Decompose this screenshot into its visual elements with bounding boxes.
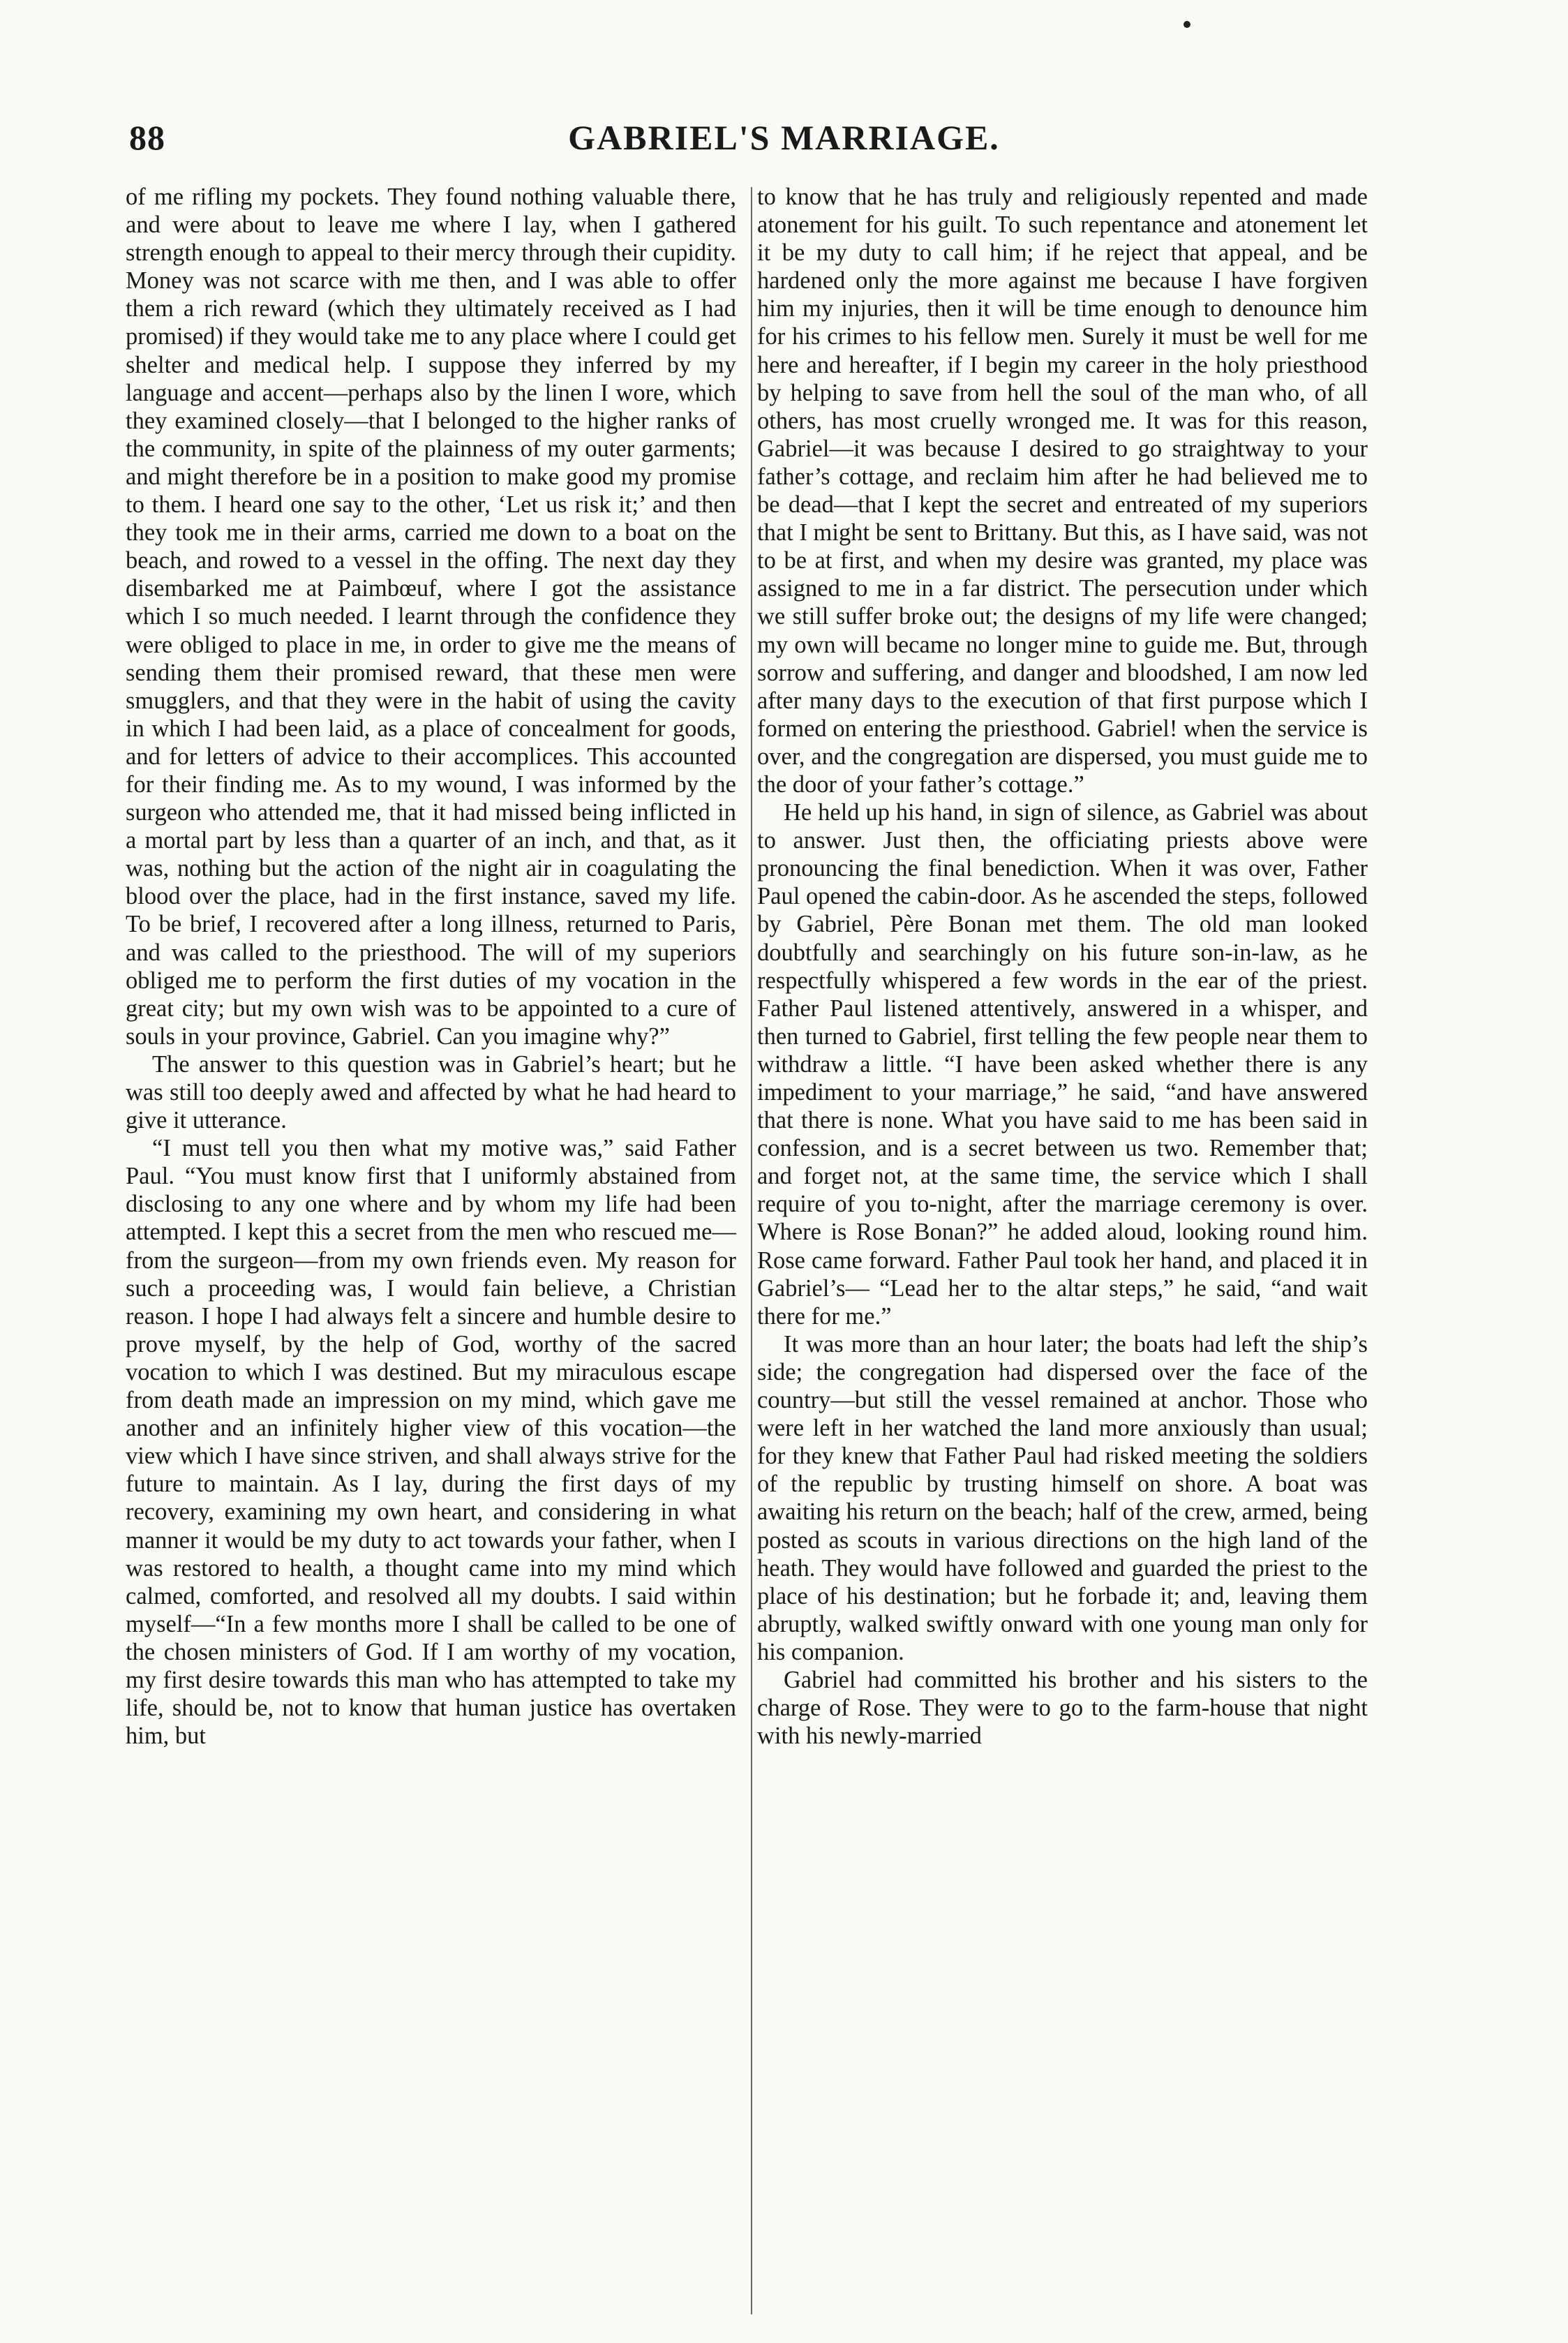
- ink-speck: [1184, 21, 1190, 28]
- paragraph: It was more than an hour later; the boats had left the ship’s side; the congregation had dispersed over the face of the country—but still the vessel remained at anchor. Those who were left in her watched the land more anxiously than usual; for they knew that Father Paul had risked meeting the soldiers of the republic by trusting himself on shore. A boat was awaiting his return on the beach; half of the crew, armed, being posted as scouts in various directions on the high land of the heath. They would have followed and guarded the priest to the place of his destination; but he forbade it; and, leaving them abruptly, walked swiftly onward with one young man only for his companion.: [757, 1330, 1368, 1665]
- paragraph: of me rifling my pockets. They found nothing valuable there, and were about to leave me where I lay, when I gathered strength enough to appeal to their mercy through their cupidity. Money was not scarce with me then, and I was able to offer them a rich reward (which they ultimately received as I had promised) if they would take me to any place where I could get shelter and medical help. I suppose they inferred by my language and accent—perhaps also by the linen I wore, which they examined closely—that I belonged to the higher ranks of the community, in spite of the plainness of my outer garments; and might therefore be in a position to make good my promise to them. I heard one say to the other, ‘Let us risk it;’ and then they took me in their arms, carried me down to a boat on the beach, and rowed to a vessel in the offing. The next day they disembarked me at Paimbœuf, where I got the assistance which I so much needed. I learnt through the confidence they were obliged to place in me, in order to give me the means of sending them their promised reward, that these men were smugglers, and that they were in the habit of using the cavity in which I had been laid, as a place of concealment for goods, and for letters of advice to their accomplices. This accounted for their finding me. As to my wound, I was informed by the surgeon who attended me, that it had missed being inflicted in a mortal part by less than a quarter of an inch, and that, as it was, nothing but the action of the night air in coagulating the blood over the place, had in the first instance, saved my life. To be brief, I recovered after a long illness, returned to Paris, and was called to the priesthood. The will of my superiors obliged me to perform the first duties of my vocation in the great city; but my own wish was to be appointed to a cure of souls in your province, Gabriel. Can you imagine why?”: [126, 184, 736, 1050]
- paragraph: to know that he has truly and religiously repented and made atonement for his guilt. To such repentance and atonement let it be my duty to call him; if he reject that appeal, and be hardened only the more against me because I have forgiven him my injuries, then it will be time enough to denounce him for his crimes to his fellow men. Surely it must be well for me here and hereafter, if I begin my career in the holy priesthood by helping to save from hell the soul of the man who, of all others, has most cruelly wronged me. It was for this reason, Gabriel—it was because I desired to go straightway to your father’s cottage, and reclaim him after he had believed me to be dead—that I kept the secret and entreated of my superiors that I might be sent to Brittany. But this, as I have said, was not to be at first, and when my desire was granted, my place was assigned to me in a far district. The persecution under which we still suffer broke out; the designs of my life were changed; my own will became no longer mine to guide me. But, through sorrow and suffering, and danger and bloodshed, I am now led after many days to the execution of that first purpose which I formed on entering the priesthood. Gabriel! when the service is over, and the congregation are dispersed, you must guide me to the door of your father’s cottage.”: [757, 184, 1368, 798]
- right-column: [757, 183, 1368, 1750]
- left-column: [126, 183, 736, 1750]
- paragraph: He held up his hand, in sign of silence, as Gabriel was about to answer. Just then, the officiating priests above were pronouncing the final benediction. When it was over, Father Paul opened the cabin-door. As he ascended the steps, followed by Gabriel, Père Bonan met them. The old man looked doubtfully and searchingly on his future son-in-law, as he respectfully whispered a few words in the ear of the priest. Father Paul listened attentively, answered in a whisper, and then turned to Gabriel, first telling the few people near them to withdraw a little. “I have been asked whether there is any impediment to your marriage,” he said, “and have answered that there is none. What you have said to me has been said in confession, and is a secret between us two. Remember that; and forget not, at the same time, the service which I shall require of you to-night, after the marriage ceremony is over. Where is Rose Bonan?” he added aloud, looking round him. Rose came forward. Father Paul took her hand, and placed it in Gabriel’s— “Lead her to the altar steps,” he said, “and wait there for me.”: [757, 799, 1368, 1330]
- paragraph: “I must tell you then what my motive was,” said Father Paul. “You must know first that I uniformly abstained from disclosing to any one where and by whom my life had been attempted. I kept this a secret from the men who rescued me—from the surgeon—from my own friends even. My reason for such a proceeding was, I would fain believe, a Christian reason. I hope I had always felt a sincere and humble desire to prove myself, by the help of God, worthy of the sacred vocation to which I was destined. But my miraculous escape from death made an impression on my mind, which gave me another and an infinitely higher view of this vocation—the view which I have since striven, and shall always strive for the future to maintain. As I lay, during the first days of my recovery, examining my own heart, and considering in what manner it would be my duty to act towards your father, when I was restored to health, a thought came into my mind which calmed, comforted, and resolved all my doubts. I said within myself—“In a few months more I shall be called to be one of the chosen ministers of God. If I am worthy of my vocation, my first desire towards this man who has attempted to take my life, should be, not to know that human justice has overtaken him, but: [126, 1135, 736, 1750]
- paragraph: The answer to this question was in Gabriel’s heart; but he was still too deeply awed and affected by what he had heard to give it utterance.: [126, 1050, 736, 1134]
- paragraph: Gabriel had committed his brother and his sisters to the charge of Rose. They were to go to the farm-house that night with his newly-married: [757, 1666, 1368, 1750]
- running-title: GABRIEL'S MARRIAGE.: [568, 118, 1000, 157]
- page-number: 88: [129, 118, 165, 157]
- column-rule: [751, 187, 752, 2314]
